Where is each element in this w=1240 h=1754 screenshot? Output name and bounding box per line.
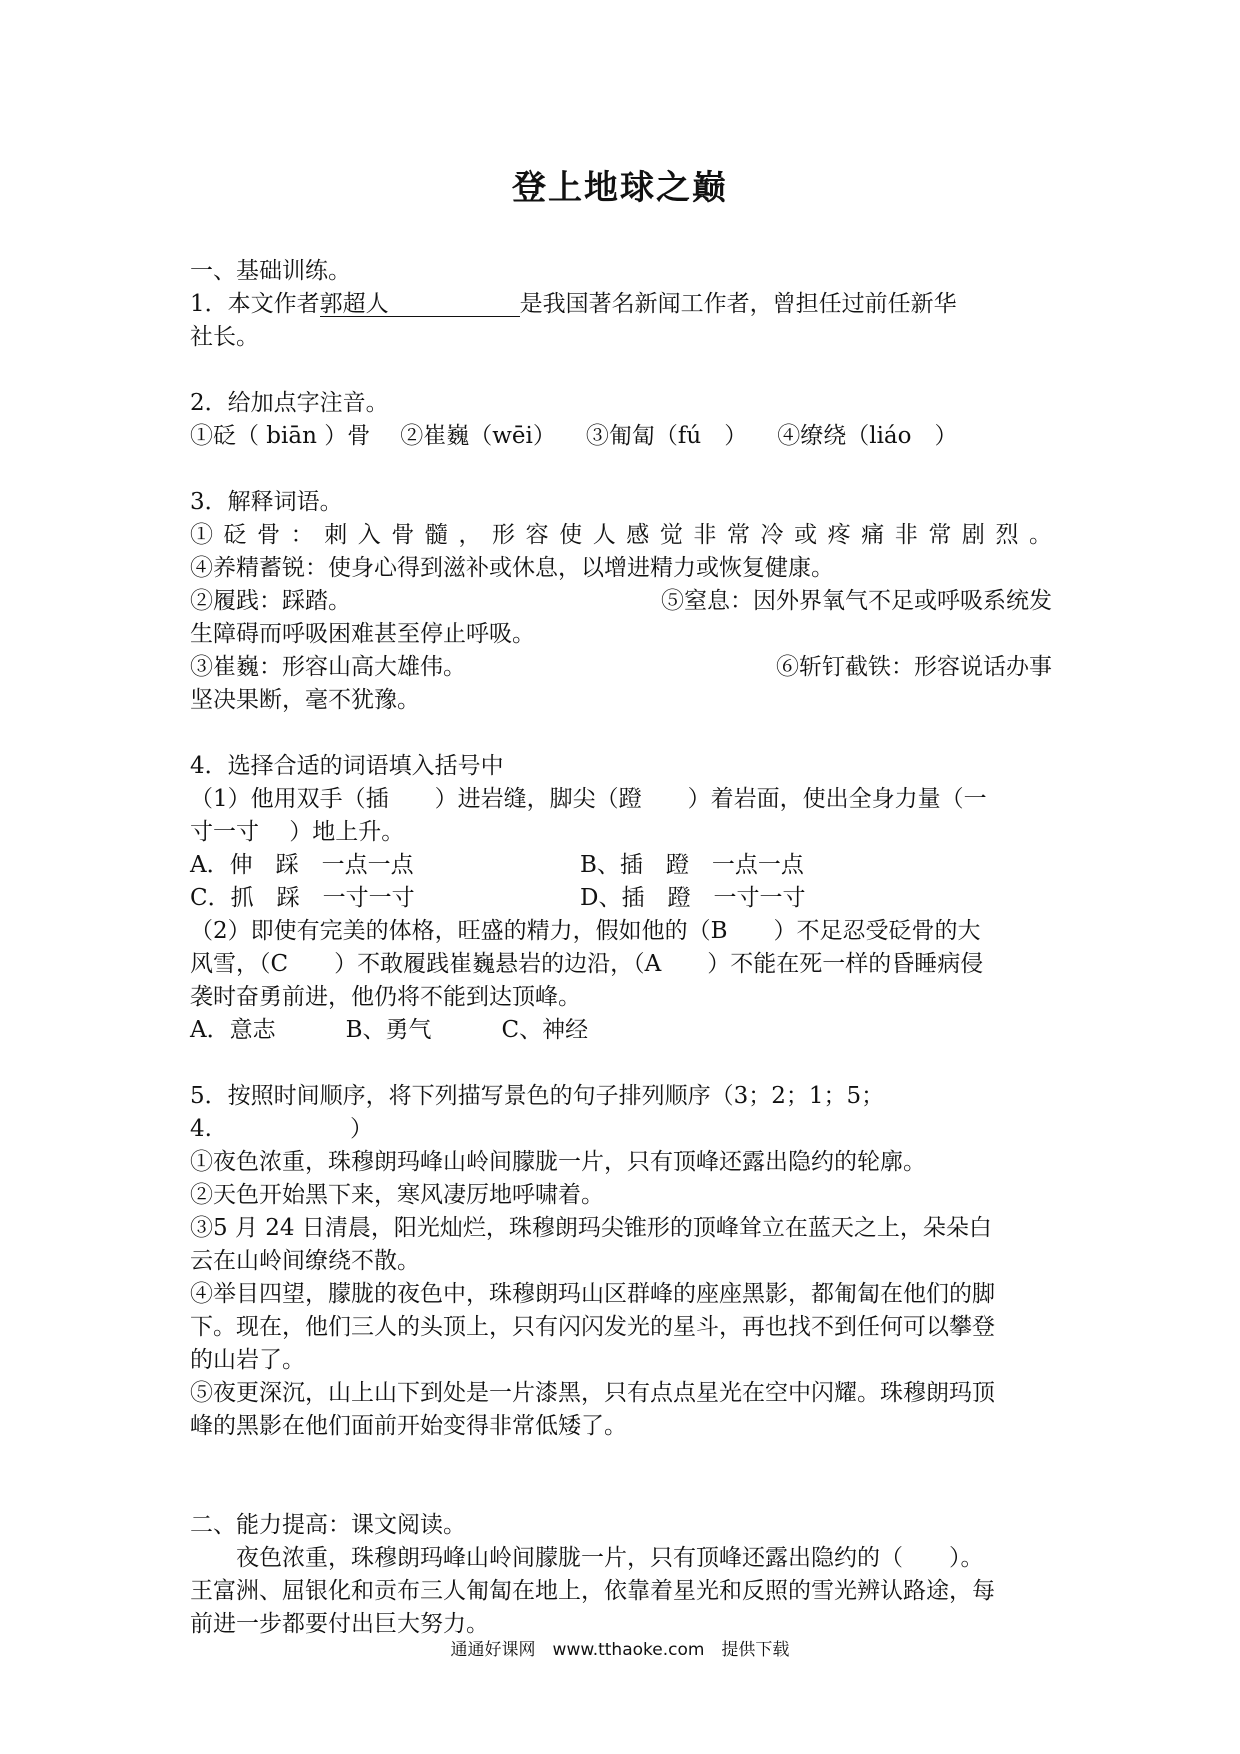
q4-p1-line1: （1）他用双手（插 ）进岩缝，脚尖（蹬 ）着岩面，使出全身力量（一 <box>190 786 987 812</box>
q3-line6: 坚决果断，毫不犹豫。 <box>190 687 420 713</box>
q3-line5 <box>190 651 1052 684</box>
q4-option-c: C．抓 踩 一寸一寸 <box>190 885 415 911</box>
q3-line2: ④养精蓄锐：使身心得到滋补或休息，以增进精力或恢复健康。 <box>190 555 834 581</box>
q4-options <box>190 849 1052 915</box>
q5-sentence-2: ②天色开始黑下来，寒风凄厉地呼啸着。 <box>190 1182 604 1208</box>
q4-p1-line2: 寸一寸 ）地上升。 <box>190 819 405 845</box>
q1-answer: 郭超人 <box>320 292 520 317</box>
q4-option: C、神经 <box>501 1017 589 1043</box>
q2-items <box>190 420 1052 453</box>
q1-prefix: 1．本文作者 <box>190 291 320 317</box>
section2-line2: 王富洲、屈银化和贡布三人匍匐在地上，依靠着星光和反照的雪光辨认路途，每 <box>190 1578 995 1604</box>
section2-line1: 夜色浓重，珠穆朗玛峰山岭间朦胧一片，只有顶峰还露出隐约的（ ）。 <box>236 1545 984 1571</box>
q2-item: ①砭（ biān ）骨 <box>190 423 371 449</box>
q4-option: A．意志 <box>190 1017 276 1043</box>
section2-heading: 二、能力提高：课文阅读。 <box>190 1512 466 1538</box>
q1-line2: 社长。 <box>190 324 259 350</box>
q5-sentence-1: ①夜色浓重，珠穆朗玛峰山岭间朦胧一片，只有顶峰还露出隐约的轮廓。 <box>190 1149 926 1175</box>
q1-suffix: 是我国著名新闻工作者，曾担任过前任新华 <box>519 291 957 317</box>
q1-line1 <box>190 288 1052 321</box>
q3-line5b: ⑥斩钉截铁：形容说话办事 <box>776 654 1052 680</box>
q5-sentence-3a: ③5 月 24 日清晨，阳光灿烂，珠穆朗玛尖锥形的顶峰耸立在蓝天之上，朵朵白 <box>190 1215 992 1241</box>
q4-p2-line3: 袭时奋勇前进，他仍将不能到达顶峰。 <box>190 984 581 1010</box>
page-title: 登上地球之巅 <box>512 168 728 208</box>
section1-heading: 一、基础训练。 <box>190 258 351 284</box>
q4-p2-line2: 风雪，（C ）不敢履践崔巍悬岩的边沿，（A ）不能在死一样的昏睡病侵 <box>190 951 984 977</box>
footer-credit: 通通好课网 www.tthaoke.com 提供下载 <box>450 1640 790 1660</box>
q2-item: ④缭绕（liáo ） <box>777 423 958 449</box>
q3-line4: 生障碍而呼吸困难甚至停止呼吸。 <box>190 621 535 647</box>
q4-option-d: D、插 蹬 一寸一寸 <box>580 885 806 911</box>
q2-heading: 2．给加点字注音。 <box>190 390 389 416</box>
q5-sentence-5a: ⑤夜更深沉，山上山下到处是一片漆黑，只有点点星光在空中闪耀。珠穆朗玛顶 <box>190 1380 995 1406</box>
q2-item: ②崔巍（wēi） <box>400 423 556 449</box>
q4-p2-line1: （2）即使有完美的体格，旺盛的精力，假如他的（B ）不足忍受砭骨的大 <box>190 918 981 944</box>
q5-sentence-3b: 云在山岭间缭绕不散。 <box>190 1248 420 1274</box>
q3-line3a: ②履践：踩踏。 <box>190 588 351 614</box>
q4-option-a: A．伸 踩 一点一点 <box>190 852 414 878</box>
q3-line1: ①砭骨：刺入骨髓，形容使人感觉非常冷或疼痛非常剧烈。 <box>190 522 1052 548</box>
q3-line5a: ③崔巍：形容山高大雄伟。 <box>190 654 466 680</box>
q3-heading: 3．解释词语。 <box>190 489 343 515</box>
q4-options-2 <box>190 1014 1052 1047</box>
q5-sentence-5b: 峰的黑影在他们面前开始变得非常低矮了。 <box>190 1413 627 1439</box>
section2-line3: 前进一步都要付出巨大努力。 <box>190 1611 489 1637</box>
q3-line3 <box>190 585 1052 618</box>
q4-option-b: B、插 蹬 一点一点 <box>580 852 804 878</box>
q3-line3b: ⑤窒息：因外界氧气不足或呼吸系统发 <box>661 588 1052 614</box>
q2-item: ③匍匐（fú ） <box>585 423 748 449</box>
q5-sentence-4a: ④举目四望，朦胧的夜色中，珠穆朗玛山区群峰的座座黑影，都匍匐在他们的脚 <box>190 1281 995 1307</box>
q5-heading: 5．按照时间顺序，将下列描写景色的句子排列顺序（3；2；1；5；4. ） <box>190 1083 885 1142</box>
q4-option: B、勇气 <box>345 1017 432 1043</box>
q5-sentence-4b: 下。现在，他们三人的头顶上，只有闪闪发光的星斗，再也找不到任何可以攀登 <box>190 1314 995 1340</box>
q5-sentence-4c: 的山岩了。 <box>190 1347 305 1373</box>
q4-heading: 4．选择合适的词语填入括号中 <box>190 753 504 779</box>
content <box>190 255 1052 1641</box>
